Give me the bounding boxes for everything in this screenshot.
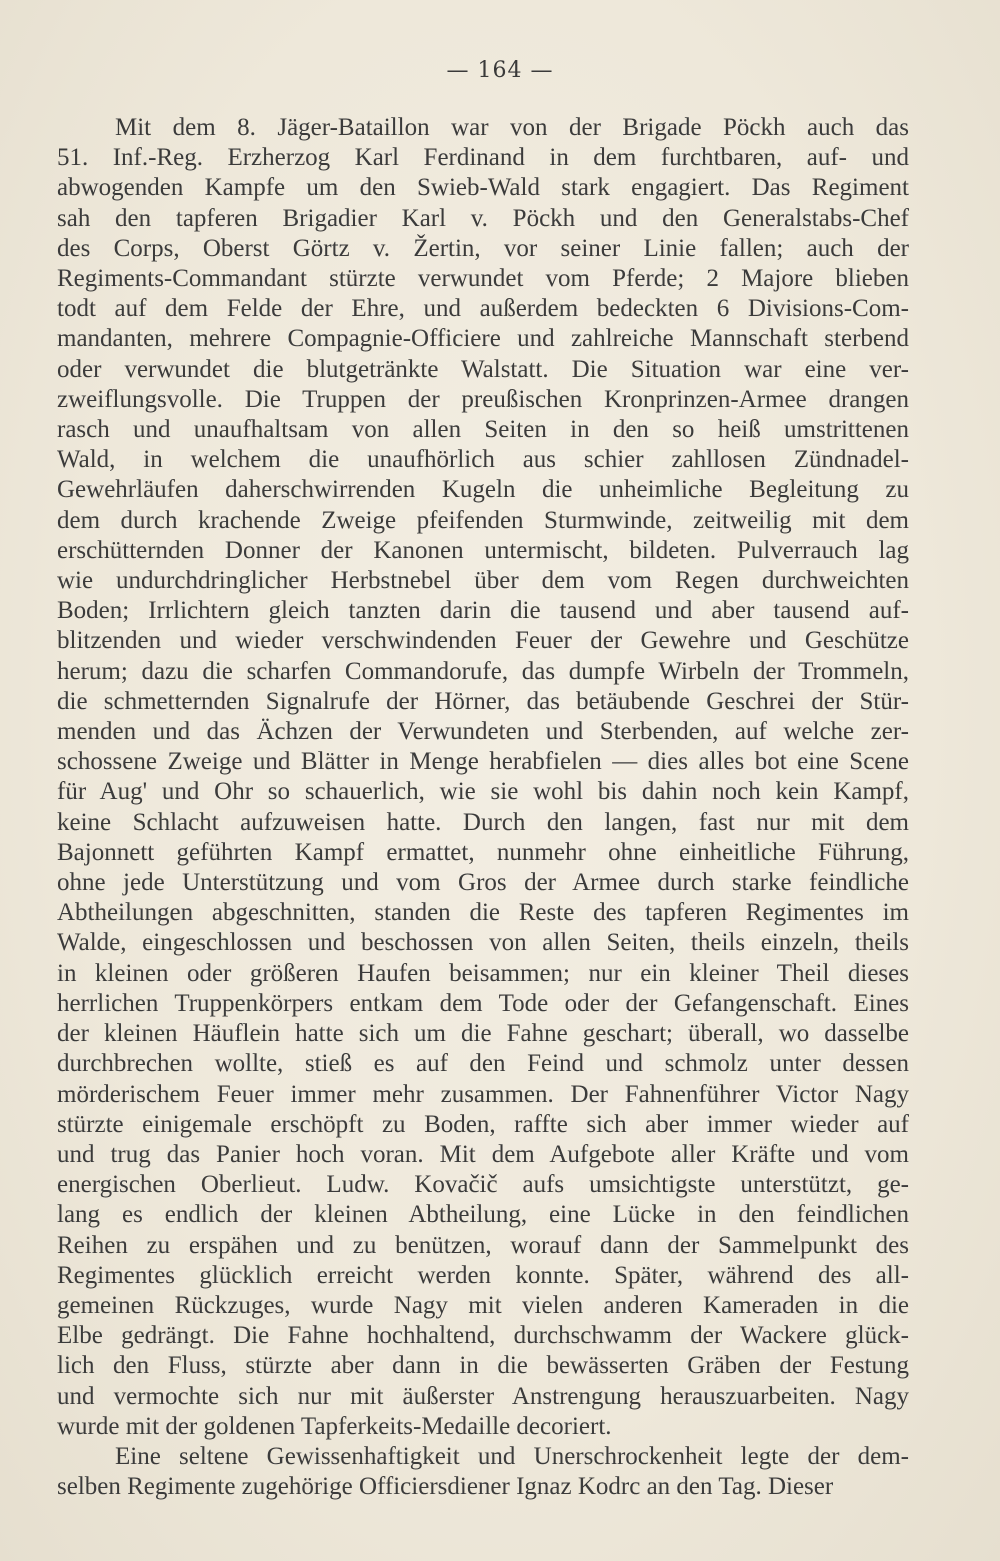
page-number: — 164 —: [446, 58, 554, 83]
text-line: abwogenden Kampfe um den Swieb-Wald stark engagiert. Das Regiment: [57, 174, 909, 202]
text-line: blitzenden und wieder verschwindenden Feuer der Gewehre und Geschütze: [57, 627, 909, 655]
text-line: Abtheilungen abgeschnitten, standen die Reste des tapferen Regimentes im: [57, 899, 909, 927]
text-line: herum; dazu die scharfen Commandorufe, das dumpfe Wirbeln der Trommeln,: [57, 657, 909, 685]
text-line: selben Regimente zugehörige Officiersdiener Ignaz Kodrc an den Tag. Dieser: [57, 1473, 834, 1501]
text-line: rasch und unaufhaltsam von allen Seiten in den so heiß umstrittenen: [57, 416, 909, 444]
text-line: energischen Oberlieut. Ludw. Kovačič aufs umsichtigste unterstützt, ge-: [57, 1171, 909, 1199]
text-line: wurde mit der goldenen Tapferkeits-Medaille decoriert.: [57, 1412, 612, 1440]
text-line: gemeinen Rückzuges, wurde Nagy mit vielen anderen Kameraden in die: [57, 1291, 909, 1319]
text-line: und trug das Panier hoch voran. Mit dem Aufgebote aller Kräfte und vom: [57, 1140, 909, 1168]
text-line: lich den Fluss, stürzte aber dann in die bewässerten Gräben der Festung: [57, 1352, 909, 1380]
text-line: Boden; Irrlichtern gleich tanzten darin die tausend und aber tausend auf-: [57, 597, 909, 625]
paragraph-1: [57, 113, 909, 1442]
text-line: oder verwundet die blutgetränkte Walstatt. Die Situation war eine ver-: [57, 355, 909, 383]
text-line: Wald, in welchem die unaufhörlich aus schier zahllosen Zündnadel-: [57, 446, 909, 474]
text-line: stürzte einigemale erschöpft zu Boden, raffte sich aber immer wieder auf: [57, 1110, 909, 1138]
text-line: ohne jede Unterstützung und vom Gros der Armee durch starke feindliche: [57, 869, 909, 897]
text-line: die schmetternden Signalrufe der Hörner, das betäubende Geschrei der Stür-: [57, 687, 909, 715]
text-line: Reihen zu erspähen und zu benützen, worauf dann der Sammelpunkt des: [57, 1231, 909, 1259]
text-line: keine Schlacht aufzuweisen hatte. Durch den langen, fast nur mit dem: [57, 808, 909, 836]
text-line: in kleinen oder größeren Haufen beisammen; nur ein kleiner Theil dieses: [57, 959, 909, 987]
text-line: der kleinen Häuflein hatte sich um die Fahne geschart; überall, wo dasselbe: [57, 1020, 909, 1048]
text-line: wie undurchdringlicher Herbstnebel über dem vom Regen durchweichten: [57, 567, 909, 595]
text-line: durchbrechen wollte, stieß es auf den Feind und schmolz unter dessen: [57, 1050, 909, 1078]
text-line: menden und das Ächzen der Verwundeten und Sterbenden, auf welche zer-: [57, 718, 909, 746]
text-line: zweiflungsvolle. Die Truppen der preußischen Kronprinzen-Armee drangen: [57, 385, 909, 413]
text-line: 51. Inf.-Reg. Erzherzog Karl Ferdinand in dem furchtbaren, auf- und: [57, 144, 909, 172]
text-line: sah den tapferen Brigadier Karl v. Pöckh und den Generalstabs-Chef: [57, 204, 909, 232]
text-line: Bajonnett geführten Kampf ermattet, nunmehr ohne einheitliche Führung,: [57, 838, 909, 866]
text-line: Elbe gedrängt. Die Fahne hochhaltend, durchschwamm der Wackere glück-: [57, 1322, 909, 1350]
text-line: schossene Zweige und Blätter in Menge herabfielen — dies alles bot eine Scene: [57, 748, 909, 776]
text-line: Mit dem 8. Jäger-Bataillon war von der Brigade Pöckh auch das: [115, 114, 909, 141]
text-line: Regimentes glücklich erreicht werden konnte. Später, während des all-: [57, 1261, 909, 1289]
text-line: erschütternden Donner der Kanonen untermischt, bildeten. Pulverrauch lag: [57, 536, 909, 564]
text-line: des Corps, Oberst Görtz v. Žertin, vor seiner Linie fallen; auch der: [57, 234, 909, 262]
body-text: [57, 113, 909, 1502]
text-line: Regiments-Commandant stürzte verwundet vom Pferde; 2 Majore blieben: [57, 265, 909, 293]
text-line: Eine seltene Gewissenhaftigkeit und Unerschrockenheit legte der dem-: [115, 1442, 909, 1470]
text-line: dem durch krachende Zweige pfeifenden Sturmwinde, zeitweilig mit dem: [57, 506, 909, 534]
paragraph-2: [57, 1442, 909, 1502]
text-line: todt auf dem Felde der Ehre, und außerdem bedeckten 6 Divisions-Com-: [57, 295, 909, 323]
text-line: Walde, eingeschlossen und beschossen von allen Seiten, theils einzeln, theils: [57, 929, 909, 957]
text-line: lang es endlich der kleinen Abtheilung, eine Lücke in den feindlichen: [57, 1201, 909, 1229]
text-line: und vermochte sich nur mit äußerster Anstrengung herauszuarbeiten. Nagy: [57, 1382, 909, 1410]
text-line: herrlichen Truppenkörpers entkam dem Tode oder der Gefangenschaft. Eines: [57, 989, 909, 1017]
text-line: mandanten, mehrere Compagnie-Officiere und zahlreiche Mannschaft sterbend: [57, 325, 909, 353]
text-line: Gewehrläufen daherschwirrenden Kugeln die unheimliche Begleitung zu: [57, 476, 909, 504]
text-line: mörderischem Feuer immer mehr zusammen. Der Fahnenführer Victor Nagy: [57, 1080, 909, 1108]
text-line: für Aug' und Ohr so schauerlich, wie sie wohl bis dahin noch kein Kampf,: [57, 778, 909, 806]
